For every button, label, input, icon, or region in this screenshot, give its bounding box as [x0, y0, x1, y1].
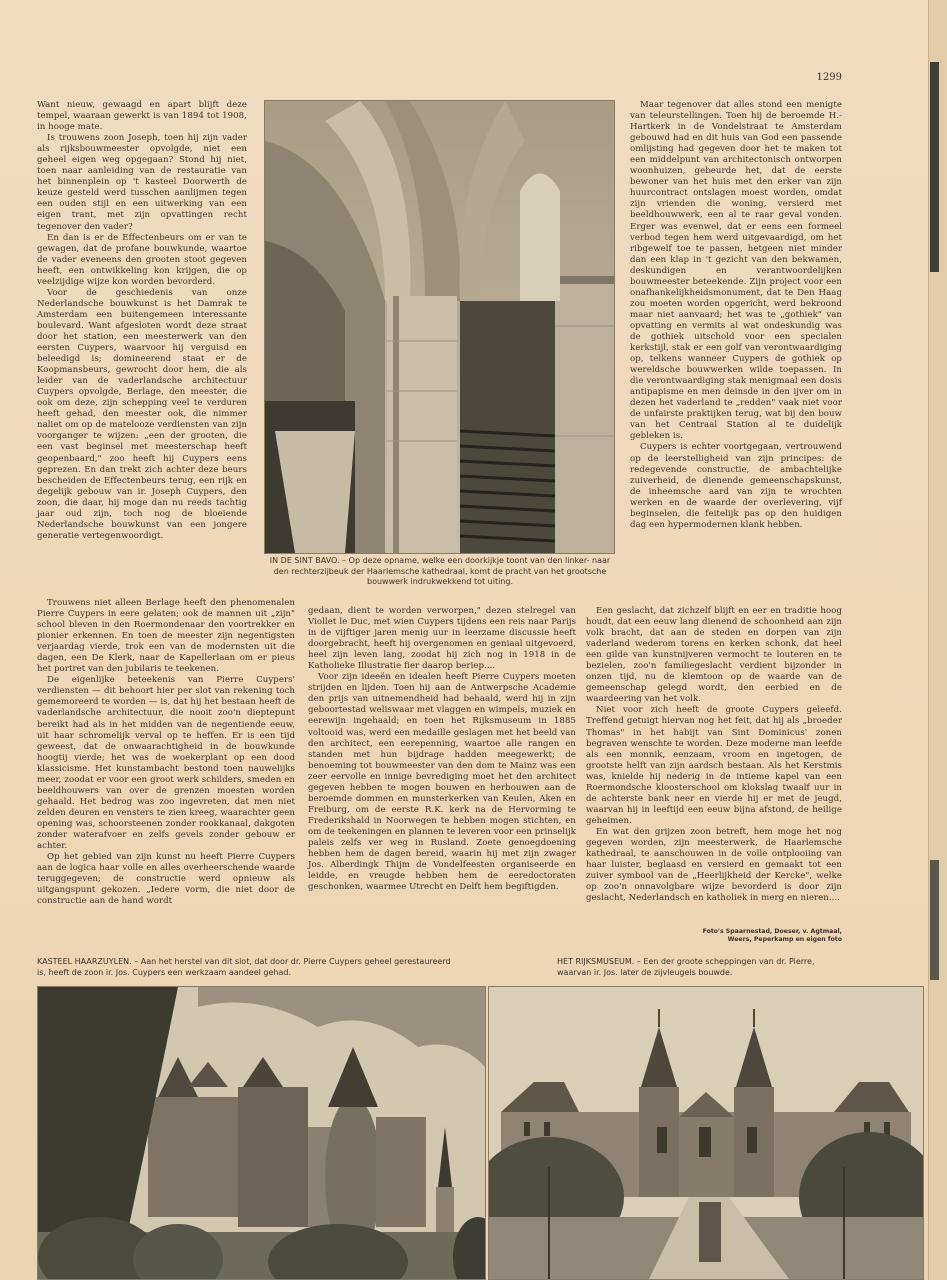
museum-photo-icon	[489, 987, 923, 1279]
paragraph: Op het gebied van zijn kunst nu heeft Pierre Cuypers aan de logica haar volle en alles overheerschende waarde teruggegeven; de constructie werd opnieuw als uitgangspunt gekozen. „Iedere vorm, die niet door de constructie aan de hand wordt	[37, 852, 295, 907]
paragraph: gedaan, dient te worden verworpen," dezen stelregel van Viollet le Duc, met wien Cuypers tijdens een reis naar Parijs in de vijftiger jaren menig uur in leerzame discussie heeft doorgebracht, heeft hij overgenomen en geniaal uitgevoerd, heel zijn leven lang, zoodat hij zich nog in 1918 in de Katholieke Illustratie fier daarop beriep....	[308, 606, 576, 672]
paragraph: Is trouwens zoon Joseph, toen hij zijn vader als rijksbouwmeester opvolgde, niet een geheel eigen weg opgegaan? Stond hij niet, toen naar aanleiding van de restauratie van het binnenplein op 't kasteel Doorwerth de keuze gesteld werd tusschen aanlijmen tegen een ouden stijl en een uitwerking van een eigen trant, met zijn opvattingen recht tegenover den vader?	[37, 133, 247, 232]
adjacent-page-strip	[930, 62, 939, 272]
paragraph: Want nieuw, gewaagd en apart blijft deze tempel, waaraan gewerkt is van 1894 tot 1908, in hooge mate.	[37, 100, 247, 133]
paragraph: Een geslacht, dat zichzelf blijft en eer en traditie hoog houdt, dat een eeuw lang dienend de schoonheid aan zijn volk bracht, dat aan de steden en dorpen van zijn vaderland wederom torens en kerken schonk, dat heel een gilde van kunstnijveren vermocht te louteren en te bezielen, zoo'n familiegeslacht verdient bijzonder in onzen tijd, nu de klemtoon op de waarde van de gemeenschap gelegd wordt, den eerbied en de waardeering van het volk.	[586, 606, 842, 705]
paragraph: Trouwens niet alleen Berlage heeft den phenomenalen Pierre Cuypers in eere gelaten; ook de mannen uit „zijn" school bleven in den Roermondenaar den voortrekker en pionier erkennen. En toen de meester zijn negentigsten verjaardag vierde, trok een van de modernsten uit die dagen, een De Klerk, naar de Kapellerlaan om er pieus het portret van den jubilaris te teekenen.	[37, 598, 295, 675]
text-column-left-bottom	[37, 598, 295, 946]
caption-text: – Aan het herstel van dit slot, dat door dr. Pierre Cuypers geheel gerestaureerd is, heeft de zoon ir. Jos. Cuypers een werkzaam aandeel gehad.	[37, 957, 451, 977]
caption-lead: HET RIJKSMUSEUM.	[557, 957, 635, 966]
caption-lead: KASTEEL HAARZUYLEN.	[37, 957, 132, 966]
paragraph: Niet voor zich heeft de groote Cuypers geleefd. Treffend getuigt hiervan nog het feit, dat hij als „broeder Thomas" in het habijt van Sint Dominicus' zonen begraven wenschte te worden. Deze moderne man leefde als een monnik, eenzaam, vroom en ingetogen, de grootste helft van zijn aardsch bestaan. Als het Kerstmis was, knielde hij nederig in de intieme kapel van een Roermondsche kloosterschool om klokslag twaalf uur in de achterste bank neer en vierde hij er met de jeugd, waarvan hij in leeftijd een eeuw bijna afstond, de heilige geheimen.	[586, 705, 842, 826]
paragraph: Voor de geschiedenis van onze Nederlandsche bouwkunst is het Damrak te Amsterdam een buitengemeen interessante boulevard. Want afgesloten wordt deze straat door het station, een meesterwerk van den eersten Cuypers, waarvoor hij verguisd en beleedigd is; domineerend staat er de Koopmansbeurs, gewrocht door hem, die als leider van de vaderlandsche architectuur Cuypers opvolgde, Berlage, den meester, die ook om deze, zijn schepping veel te verduren heeft gehad, den meester ook, die nimmer naliet om op de matelooze verdiensten van zijn voorganger te wijzen: „een der grooten, die een vast beginsel met meesterschap heeft geopenbaard," zoo heeft hij Cuypers eens geprezen. En dan trekt zich achter deze beurs bescheiden de Effectenbeurs terug, een rijk en degelijk gebouw van ir. Joseph Cuypers, den zoon, die daar, hij moge dan nu reeds tachtig jaar oud zijn, toch nog de bloeiende Nederlandsche bouwkunst van een jongere generatie vertegenwoordigt.	[37, 287, 247, 541]
paragraph: En wat den grijzen zoon betreft, hem moge het nog gegeven worden, zijn meesterwerk, de Haarlemsche kathedraal, te aanschouwen in de volle ontplooiing van haar luister, beglaasd en versierd en gemaakt tot een zuiver symbool van de „Heerlijkheid der Kercke", welke op zoo'n onnavolgbare wijze bevorderd is door zijn geslacht, Nederlandsch en katholiek in merg en nieren....	[586, 826, 842, 904]
cathedral-interior-photo-icon	[265, 101, 614, 553]
photo-rijksmuseum	[488, 986, 924, 1280]
text-column-right-bottom	[586, 606, 842, 936]
text-column-left-top	[37, 100, 247, 595]
caption-text: – Een der groote scheppingen van dr. Pierre, waarvan ir. Jos. later de zijvleugels bouwde.	[557, 957, 815, 977]
photo-credit: Foto's Spaarnestad, Doeser, v. Agtmaal, Weers, Peperkamp en eigen foto	[702, 928, 842, 943]
photo-sint-bavo	[264, 100, 615, 554]
caption-sint-bavo	[264, 556, 616, 588]
castle-photo-icon	[38, 987, 485, 1279]
text-column-middle	[308, 606, 576, 946]
paragraph: En dan is er de Effectenbeurs om er van te gewagen, dat de profane bouwkunde, waartoe de vader eveneens den grooten stoot gegeven heeft, een ontwikkeling kon krijgen, die op veelzijdige wijze kon worden bevorderd.	[37, 232, 247, 287]
page-number: 1299	[816, 72, 842, 83]
paragraph: Cuypers is echter voortgegaan, vertrouwend op de leerstelligheid van zijn principes: de redegevende constructie, de ambachtelijke zuiverheid, de dienende gemeenschapskunst, de inheemsche aard van zijn te wrochten werken en de waarde der overlevering, vijf beginselen, die feitelijk pas op den huidigen dag een hypermodernen klank hebben.	[630, 442, 842, 530]
text-column-right-top	[630, 100, 842, 600]
caption-haarzuylen	[37, 957, 457, 978]
photo-kasteel-haarzuylen	[37, 986, 486, 1280]
paragraph: Voor zijn ideeën en idealen heeft Pierre Cuypers moeten strijden en lijden. Toen hij aan de Antwerpsche Academie den prijs van uitnemendheid had behaald, werd hij in zijn geboortestad weliswaar met vlaggen en wimpels, muziek en eerewijn ingehaald; en toen het Rijksmuseum in 1885 voltooid was, werd een medaille geslagen met het beeld van den architect, een eerepenning, waartoe alle rangen en standen met hun bijdrage hadden meegewerkt; de benoeming tot bouwmeester van den dom te Mainz was een zeer eervolle en innige bevrediging moet het den architect gegeven hebben te mogen bouwen en herbouwen aan de beroemde dommen en munsterkerken van Keulen, Aken en Freiburg, om de eerste R.K. kerk na de Hervorming te Frederikshald in Noorwegen te hebben mogen stichten, en om de teekeningen en plannen te leveren voor een prinselijk paleis zelfs ver weg in Rusland. Zoete genoegdoening hebben hem de dagen bereid, waarin hij met zijn zwager Jos. Alberdingk Thijm de Vondelfeesten organiseerde en leidde, en vreugde hebben hem de eeredoctoraten geschonken, waarmee Utrecht en Delft hem begiftigden.	[308, 672, 576, 893]
caption-rijksmuseum	[557, 957, 843, 978]
caption-text: – Op deze opname, welke een doorkijkje toont van den linker- naar den rechterzijbeuk der Haarlemsche kathedraal, komt de pracht van het grootsche bouwwerk indrukwekkend tot uiting.	[273, 556, 611, 586]
paragraph: Maar tegenover dat alles stond een menigte van teleurstellingen. Toen hij de beroemde H.-Hartkerk in de Vondelstraat te Amsterdam gebouwd had en dit huis van God een passende omlijsting had gegeven door het te maken tot een middelpunt van architectonisch ontworpen woonhuizen, gebeurde het, dat de eerste bewoner van het huis met den erker van zijn huurcontract ontslagen moest worden, omdat zijn vrienden die woning, versierd met beeldhouwwerk, een al te raar geval vonden. Erger was evenwel, dat er eens een formeel verbod tegen hem werd uitgevaardigd, om het ribgewelf toe te passen, hetgeen niet minder dan een klap in 't gezicht van den bekwamen, deskundigen en verantwoordelijken bouwmeester beteekende. Zijn project voor een onafhankelijkheidsmonument, dat te Den Haag zou moeten worden opgericht, werd bekroond maar niet aanvaard; het was te „gothiek" van opvatting en vermits al wat ondeskundig was de gothiek uitschold voor een specialen kerkstijl, stak er een golf van verontwaardiging op, telkens wanneer Cuypers de gothiek op wereldsche bouwwerken wilde toepassen. In die verontwaardiging stak menigmaal een dosis antipapisme en men deinsde in den ijver om in dezen het vaderland te „redden" vaak niet voor de unfairste praktijken terug, wat bij den bouw van het Centraal Station al te duidelijk gebleken is.	[630, 100, 842, 442]
caption-lead: IN DE SINT BAVO.	[269, 556, 340, 565]
paragraph: De eigenlijke beteekenis van Pierre Cuypers' verdiensten — dit behoort hier per slot van rekening toch gememoreerd te worden — is, dat hij het bestaan heeft de vaderlandsche architectuur, die nooit zoo'n dieptepunt bereikt had als in het midden van de negentiende eeuw, uit haar schromelijk verval op te heffen. Er is een tijd geweest, dat de onwaarachtigheid in de bouwkunde hoogtij vierde; het was de woekerplant op een dood klassicisme. Het kunstambacht bestond toen nauwelijks meer, zoodat er voor een groot werk schilders, smeden en beeldhouwers van over de grenzen moesten worden gehaald. Het bedrog was zoo ingevreten, dat men niet zelden deuren en vensters te zien kreeg, waarachter geen opening was, schoorsteenen zonder rookkanaal, dakgoten zonder waterafvoer en zelfs gevels zonder gebouw er achter.	[37, 675, 295, 852]
adjacent-page-strip	[930, 860, 939, 980]
